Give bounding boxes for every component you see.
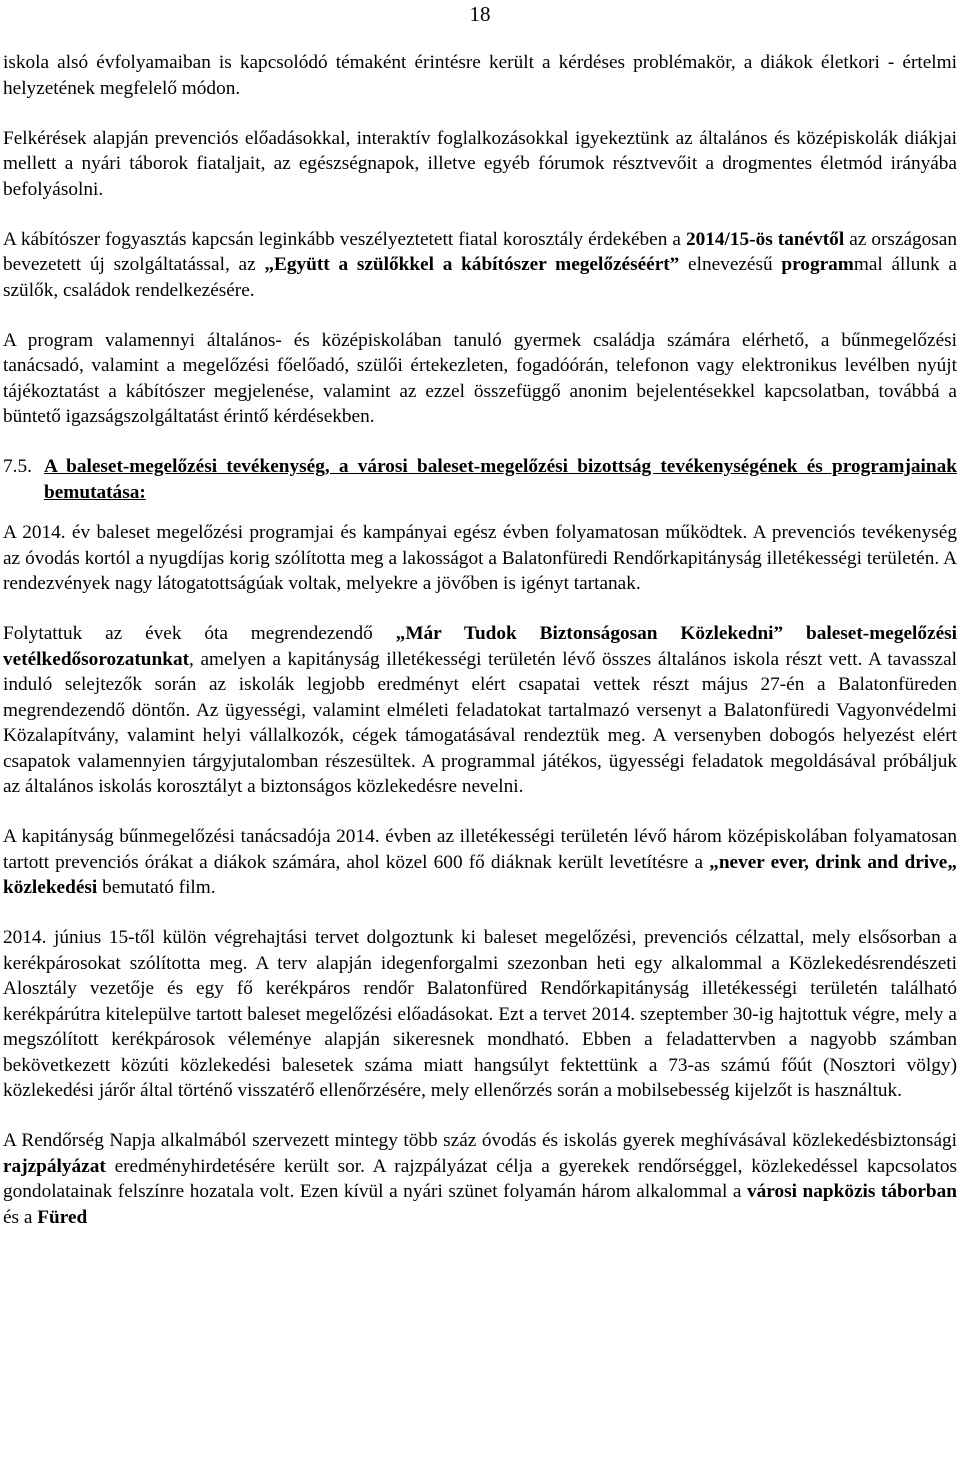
bold-drawing-contest: rajzpályázat	[3, 1155, 106, 1177]
text-segment: bemutató film.	[97, 877, 216, 898]
paragraph-school-prevention-continued: iskola alsó évfolyamaiban is kapcsolódó témaként érintésre került a kérdéses problémakör, a diákok életkori - értelmi helyzetének megfelelő módon.	[3, 52, 957, 99]
text-segment: elnevezésű	[679, 254, 782, 275]
text-segment: az országosan bevezetett új szolgáltatással, az	[3, 228, 957, 275]
text-segment: Folytattuk az évek óta megrendezendő	[3, 623, 396, 644]
bold-quiz-title: „Már Tudok Biztonságosan Közlekedni” baleset-megelőzési vetélkedősorozatunkat	[3, 623, 957, 670]
text-segment: A kapitányság bűnmegelőzési tanácsadója 2014. évben az illetékességi területén lévő három középiskolában folyamatosan tartott prevenciós órákat a diákok számára, ahol közel 600 fő diáknak került levetítésre a	[3, 826, 957, 873]
section-heading	[3, 454, 957, 505]
text-segment: A Rendőrség Napja alkalmából szervezett mintegy több száz óvodás és iskolás gyerek meghívásával közlekedésbiztonsági	[3, 1130, 957, 1151]
paragraph-quiz-series	[3, 621, 957, 800]
bold-film-title: „never ever, drink and drive„ közlekedési	[3, 851, 957, 898]
text-segment: mal állunk a szülők, családok rendelkezésére.	[3, 254, 957, 301]
bold-school-year: 2014/15-ös tanévtől	[685, 228, 845, 250]
bold-day-camp: városi napközis táborban	[746, 1181, 958, 1202]
paragraph-film-screening	[3, 824, 957, 901]
section-number: 7.5.	[3, 456, 32, 477]
bold-fured: Füred	[37, 1206, 88, 1228]
paragraph-parents-program	[3, 227, 957, 304]
text-segment: eredményhirdetésére került sor. A rajzpályázat célja a gyerekek rendőrséggel, közlekedéssel kapcsolatos gondolatainak felszínre hozatala volt. Ezen kívül a nyári szünet folyamán három alkalommal a	[3, 1155, 957, 1202]
bold-program-word: program	[781, 254, 854, 275]
bold-program-title: „Együtt a szülőkkel a kábítószer megelőzéséért”	[264, 254, 680, 275]
text-segment: és a	[3, 1206, 38, 1228]
paragraph-police-day	[3, 1128, 957, 1230]
page-number: 18	[469, 2, 491, 26]
paragraph-prevention-lectures: Felkérések alapján prevenciós előadásokkal, interaktív foglalkozásokkal igyekeztünk az általános és középiskolák diákjai mellett a nyári táborok fiataljait, az egészségnapok, illetve egyéb fórumok résztvevőit a drogmentes életmód irányába befolyásolni.	[3, 127, 957, 200]
section-title: A baleset-megelőzési tevékenység, a városi baleset-megelőzési bizottság tevékenységének és programjainak bemutatása:	[44, 456, 957, 503]
text-segment: A kábítószer fogyasztás kapcsán leginkább veszélyeztetett fiatal korosztály érdekében a	[3, 228, 686, 250]
document-body	[3, 50, 957, 1255]
paragraph-2014-programs: A 2014. év baleset megelőzési programjai és kampányai egész évben folyamatosan működtek. A prevenciós tevékenység az óvodás kortól a nyugdíjas korig szólította meg a lakosságot a Balatonfüredi Rendőrkapitányság illetékességi területén. A rendezvények nagy látogatottságúak voltak, melyekre a jövőben is igényt tartanak.	[3, 522, 957, 594]
paragraph-program-availability: A program valamennyi általános- és középiskolában tanuló gyermek családja számára elérhető, a bűnmegelőzési tanácsadó, valamint a megelőzési főelőadó, szülői értekezleten, fogadóórán, telefonon vagy elektronikus levélben nyújt tájékoztatást a kábítószer megjelenése, valamint az ezzel összefüggő anonim bejelentésekkel kapcsolatban, továbbá a büntető igazságszolgáltatást érintő kérdésekben.	[3, 329, 957, 427]
paragraph-cyclist-plan: 2014. június 15-től külön végrehajtási tervet dolgoztunk ki baleset megelőzési, prevenciós célzattal, mely elsősorban a kerékpárosokat szólította meg. A terv alapján idegenforgalmi szezonban heti egy alkalommal a Közlekedésrendészeti Alosztály vezetője és egy fő kerékpáros rendőr Balatonfüred Rendőrkapitányság illetékességi területén található kerékpárútra kitelepülve tartott baleset megelőzési előadásokat. Ezt a tervet 2014. szeptember 30-ig hajtottuk végre, mely a megszólított kerékpárosok véleménye alapján sikeresnek mondható. Ebben a feladattervben a nagyobb számban bekövetkezett közúti közlekedési balesetek száma miatt hangsúlyt fektettünk a 73-as számú főút (Nosztori völgy) közlekedési járőr által történő visszatérő ellenőrzésére, mely ellenőrzés során a mobilsebesség kijelzőt is használtuk.	[3, 927, 957, 1101]
text-segment: , amelyen a kapitányság illetékességi területén lévő összes általános iskola részt vett. A tavasszal induló selejtezők során az iskolák legjobb eredményt elért csapatai vettek részt május 27-én a Balatonfüreden megrendezendő döntőn. Az ügyességi, valamint elméleti feladatokat tartalmazó versenyt a Balatonfüredi Vagyonvédelmi Közalapítvány, valamint helyi vállalkozók, cégek támogatásával rendeztük meg. A versenyben dobogós helyezést elért csapatok valamennyien tárgyjutalomban részesültek. A programmal játékos, ügyességi feladatok megoldásával próbáljuk az általános iskolás korosztályt a biztonságos közlekedésre nevelni.	[3, 648, 957, 797]
